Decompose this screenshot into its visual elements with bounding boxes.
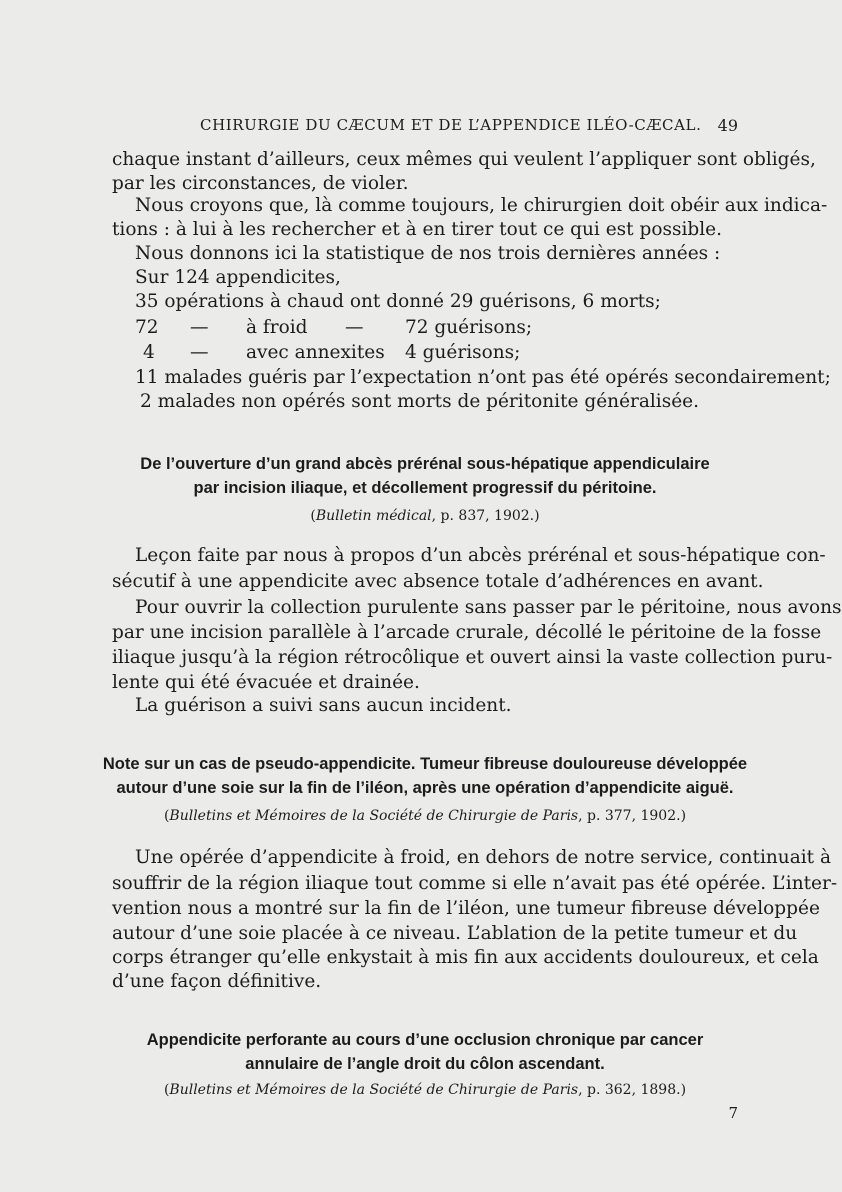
section-title: annulaire de l’angle droit du côlon ascendant.	[245, 1055, 605, 1073]
body-line: corps étranger qu’elle enkystait à mis fin aux accidents douloureux, et cela	[112, 947, 819, 968]
body-line: lente qui été évacuée et drainée.	[112, 672, 420, 693]
citation: (Bulletins et Mémoires de la Société de Chirurgie de Paris, p. 362, 1898.)	[163, 1082, 687, 1098]
intro-line: tions : à lui à les rechercher et à en tirer tout ce qui est possible.	[112, 219, 722, 240]
body-line: d’une façon définitive.	[112, 971, 322, 992]
stat-count: 4	[143, 342, 155, 363]
running-title: CHIRURGIE DU CÆCUM ET DE L’APPENDICE ILÉO-CÆCAL.	[200, 116, 702, 134]
citation: (Bulletin médical, p. 837, 1902.)	[310, 508, 540, 524]
intro-line: 35 opérations à chaud ont donné 29 guérisons, 6 morts;	[135, 291, 661, 312]
stat-line: 11 malades guéris par l’expectation n’ont pas été opérés secondairement;	[135, 367, 831, 388]
body-line: souffrir de la région iliaque tout comme si elle n’avait pas été opérée. L’inter-	[112, 873, 838, 894]
stat-label: avec annexites	[246, 342, 385, 363]
body-line: par une incision parallèle à l’arcade crurale, décollé le péritoine de la fosse	[112, 622, 822, 643]
body-line: iliaque jusqu’à la région rétrocôlique et ouvert ainsi la vaste collection puru-	[112, 647, 833, 668]
citation: (Bulletins et Mémoires de la Société de Chirurgie de Paris, p. 377, 1902.)	[163, 808, 687, 824]
body-line: Pour ouvrir la collection purulente sans passer par le péritoine, nous avons	[135, 597, 842, 618]
stat-count: 72	[135, 317, 159, 338]
stat-label: à froid	[246, 317, 308, 338]
stat-dash: —	[345, 317, 364, 338]
section-title: par incision iliaque, et décollement progressif du péritoine.	[193, 479, 657, 497]
body-line: sécutif à une appendicite avec absence totale d’adhérences en avant.	[112, 571, 764, 592]
body-line: Leçon faite par nous à propos d’un abcès prérénal et sous-hépatique con-	[135, 545, 826, 566]
section-title: autour d’une soie sur la fin de l’iléon, après une opération d’appendicite aiguë.	[116, 779, 734, 797]
intro-line: Nous donnons ici la statistique de nos trois dernières années :	[135, 243, 721, 264]
stat-dash: —	[190, 342, 209, 363]
stat-result: 72 guérisons;	[405, 317, 533, 338]
stat-result: 4 guérisons;	[405, 342, 521, 363]
body-line: vention nous a montré sur la fin de l’iléon, une tumeur fibreuse développée	[112, 898, 820, 919]
intro-line: Sur 124 appendicites,	[135, 267, 341, 288]
page-number: 49	[717, 116, 738, 135]
section-title: De l’ouverture d’un grand abcès prérénal sous-hépatique appendiculaire	[140, 455, 710, 473]
intro-line: Nous croyons que, là comme toujours, le chirurgien doit obéir aux indica-	[135, 195, 828, 216]
body-line: La guérison a suivi sans aucun incident.	[135, 695, 512, 716]
section-title: Appendicite perforante au cours d’une occlusion chronique par cancer	[146, 1031, 704, 1049]
stat-dash: —	[190, 317, 209, 338]
body-line: Une opérée d’appendicite à froid, en dehors de notre service, continuait à	[135, 847, 831, 868]
intro-line: chaque instant d’ailleurs, ceux mêmes qui veulent l’appliquer sont obligés,	[112, 149, 816, 170]
stat-line: 2 malades non opérés sont morts de péritonite généralisée.	[140, 391, 699, 412]
intro-line: par les circonstances, de violer.	[112, 173, 409, 194]
section-title: Note sur un cas de pseudo-appendicite. Tumeur fibreuse douloureuse développée	[102, 755, 748, 773]
signature-mark: 7	[728, 1104, 738, 1122]
body-line: autour d’une soie placée à ce niveau. L’ablation de la petite tumeur et du	[112, 923, 798, 944]
